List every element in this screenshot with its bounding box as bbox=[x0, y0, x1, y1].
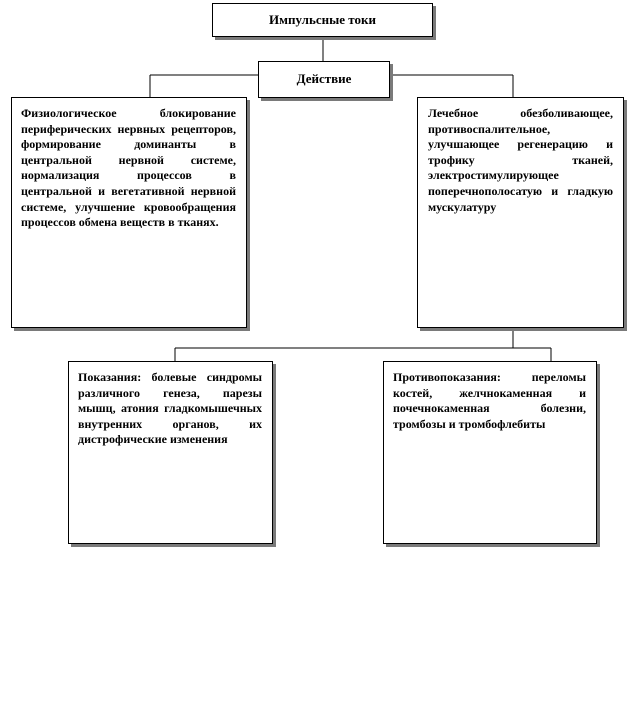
contraindications-box bbox=[383, 361, 597, 544]
indications-box bbox=[68, 361, 273, 544]
physiological-effect-box bbox=[11, 97, 247, 328]
contraindications-text: Противопоказания: переломы костей, желчнокаменная и почечнокаменная болезни, тромбозы и тромбофлебиты bbox=[393, 370, 586, 431]
physiological-effect-text: Физиологическое блокирование периферических нервных рецепторов, формирование доминанты в центральной нервной системе, нормализация процессов в центральной и вегетативной нервной системе, улучшение кровообращения процессов обмена веществ в тканях. bbox=[21, 106, 236, 230]
therapeutic-effect-text: Лечебное обезболивающее, противоспалительное, улучшающее регенерацию и трофику тканей, электростимулирующее поперечнополосатую и гладкую мускулатуру bbox=[428, 106, 613, 214]
title-box bbox=[212, 3, 433, 37]
action-label: Действие bbox=[296, 71, 352, 86]
indications-text: Показания: болевые синдромы различного генеза, парезы мышц, атония гладкомышечных внутренних органов, их дистрофические изменения bbox=[78, 370, 262, 447]
therapeutic-effect-box bbox=[417, 97, 624, 328]
action-box bbox=[258, 61, 390, 98]
diagram-title: Импульсные токи bbox=[269, 12, 376, 27]
